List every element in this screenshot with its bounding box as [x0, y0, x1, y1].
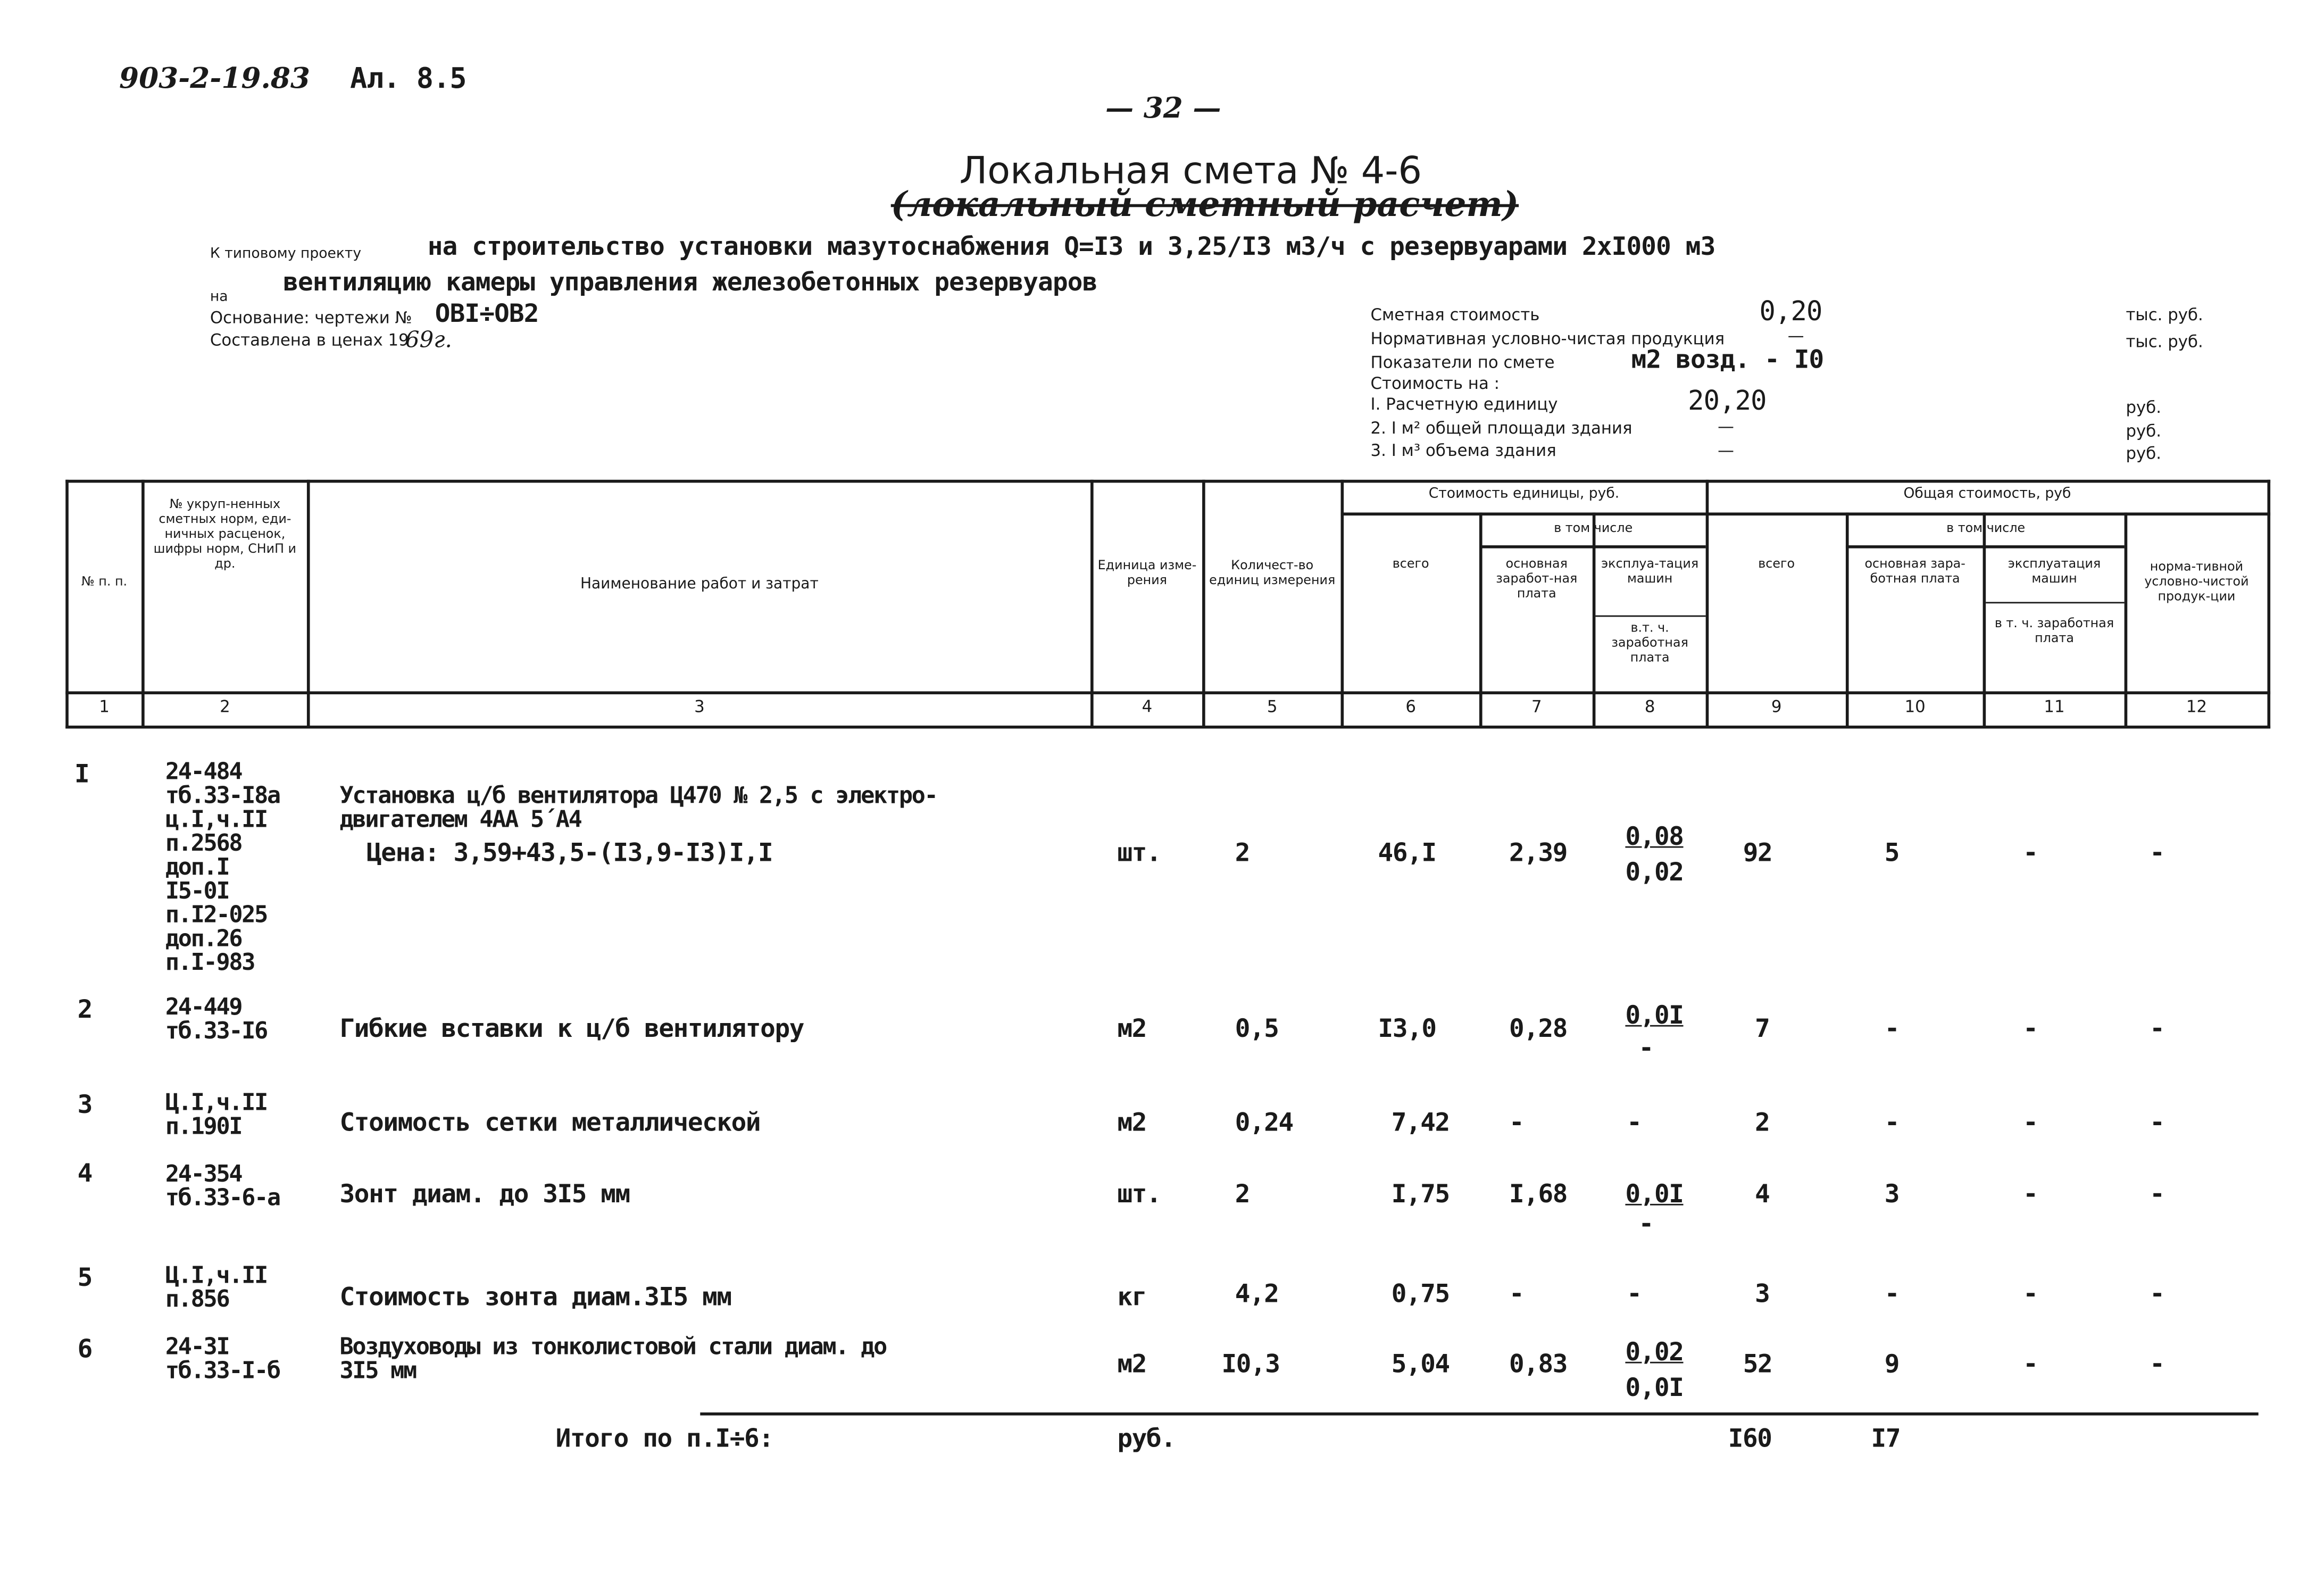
row-unit-total: 46,I — [1378, 838, 1436, 869]
row-unit: м2 — [1117, 1350, 1147, 1380]
page-number: — 32 — — [1105, 92, 1221, 126]
to-project-value: на строительство установки мазутоснабжения Q=I3 и 3,25/I3 м3/ч с резервуарами 2хI000 м3 — [427, 232, 1715, 262]
cost-unit: тыс. руб. — [2126, 305, 2203, 325]
row-total-wage: 9 — [1884, 1350, 1900, 1380]
unit2-unit: руб. — [2126, 421, 2162, 441]
row-unit-total: 7,42 — [1391, 1108, 1450, 1138]
unit2-label: 2. I м² общей площади здания — [1370, 418, 1632, 438]
row-codes: 24-354 тб.33-6-а — [165, 1160, 280, 1211]
row-unit-wage: - — [1509, 1279, 1524, 1310]
row-unit-mach: 0,08 — [1625, 822, 1684, 852]
unit1-unit: руб. — [2126, 397, 2162, 418]
row-norm: - — [2150, 1108, 2164, 1138]
row-total: 2 — [1755, 1108, 1770, 1138]
header-col-codes: № укруп-ненных сметных норм, еди-ничных расценок, шифры норм, СНиП и др. — [153, 497, 297, 572]
row-unit-total: 0,75 — [1391, 1279, 1450, 1310]
row-norm: - — [2150, 1350, 2164, 1380]
row-total: 92 — [1743, 838, 1772, 869]
row-name: Стоимость зонта диам.3I5 мм — [339, 1283, 731, 1313]
basis-value: OBI÷OB2 — [435, 299, 539, 329]
row-unit-total: 5,04 — [1391, 1350, 1450, 1380]
row-unit-mach-wage: - — [1638, 1034, 1653, 1064]
header-total-incl: в том числе — [1946, 521, 2026, 537]
row-codes: 24-3I тб.33-I-б — [165, 1333, 280, 1384]
row-name: Зонт диам. до 3I5 мм — [339, 1180, 630, 1210]
header-unit-all: всего — [1392, 557, 1429, 572]
col-num-7: 7 — [1531, 697, 1542, 717]
document-code: 903-2-19.83 — [119, 62, 310, 96]
row-unit-wage: - — [1509, 1108, 1524, 1138]
row-total: 7 — [1755, 1015, 1770, 1045]
row-codes: 24-484 тб.33-I8а ц.I,ч.II п.2568 доп.I I5-0I п.I2-025 доп.26 п.I-983 — [165, 758, 280, 976]
header-unit-base-wage: основная заработ-ная плата — [1496, 557, 1578, 602]
row-qty: 0,24 — [1235, 1108, 1293, 1138]
on-value: вентиляцию камеры управления железобетонных резервуаров — [283, 268, 1097, 298]
row-total-wage: - — [1884, 1108, 1900, 1138]
col-num-5: 5 — [1267, 697, 1278, 717]
col-num-11: 11 — [2044, 697, 2065, 717]
row-unit: кг — [1117, 1283, 1147, 1313]
row-codes: Ц.I,ч.II п.856 — [165, 1262, 268, 1313]
header-unit-incl: в том числе — [1554, 521, 1633, 537]
row-name: Воздуховоды из тонколистовой стали диам. до 3I5 мм — [339, 1333, 887, 1384]
row-unit: м2 — [1117, 1015, 1147, 1045]
row-name: Гибкие вставки к ц/б вентилятору — [339, 1015, 804, 1045]
row-number: 3 — [77, 1091, 92, 1121]
total-sum: I60 — [1728, 1424, 1772, 1454]
row-qty: 4,2 — [1235, 1279, 1279, 1310]
cost-value: 0,20 — [1759, 296, 1822, 328]
row-unit-mach-wage: 0,0I — [1625, 1374, 1684, 1404]
row-total-wage: - — [1884, 1279, 1900, 1310]
total-label: Итого по п.I÷6: — [555, 1424, 773, 1454]
row-number: I — [74, 760, 89, 790]
total-wage-sum: I7 — [1871, 1424, 1901, 1454]
row-norm: - — [2150, 1279, 2164, 1310]
col-num-9: 9 — [1771, 697, 1782, 717]
header-total-incl-wage: в т. ч. заработная плата — [1994, 617, 2114, 647]
cost-label: Сметная стоимость — [1370, 305, 1540, 325]
row-unit-mach-wage: 0,02 — [1625, 858, 1684, 888]
unit3-value: — — [1718, 440, 1734, 461]
col-num-12: 12 — [2186, 697, 2208, 717]
col-num-2: 2 — [220, 697, 230, 717]
row-unit-total: I,75 — [1391, 1180, 1450, 1210]
row-unit-wage: 0,28 — [1509, 1015, 1568, 1045]
row-norm: - — [2150, 838, 2164, 869]
basis-label: Основание: чертежи № — [210, 308, 412, 328]
unit1-value: 20,20 — [1688, 386, 1767, 418]
row-number: 2 — [77, 995, 92, 1025]
row-total-mach: - — [2023, 838, 2038, 869]
header-unit-machine-op: эксплуа-тация машин — [1601, 557, 1699, 587]
row-number: 6 — [77, 1335, 92, 1365]
row-total-mach: - — [2023, 1350, 2038, 1380]
row-unit-mach-wage: - — [1638, 1210, 1653, 1240]
col-num-6: 6 — [1405, 697, 1416, 717]
row-qty: I0,3 — [1221, 1350, 1280, 1380]
normative-value: — — [1787, 326, 1804, 346]
total-divider — [700, 1412, 2258, 1416]
header-col-number: № п. п. — [81, 575, 128, 591]
col-num-3: 3 — [694, 697, 705, 717]
row-unit-wage: 2,39 — [1509, 838, 1568, 869]
album-number: Ал. 8.5 — [350, 62, 467, 96]
header-total-all: всего — [1758, 557, 1795, 572]
row-total: 4 — [1755, 1180, 1770, 1210]
row-unit-wage: 0,83 — [1509, 1350, 1568, 1380]
row-unit-mach: 0,0I — [1625, 1001, 1684, 1032]
col-num-1: 1 — [99, 697, 110, 717]
to-project-label: К типовому проекту — [210, 246, 362, 262]
row-total-mach: - — [2023, 1180, 2038, 1210]
estimate-subtitle: (локальный сметный расчет) — [890, 185, 1519, 225]
header-col-qty: Количест-во единиц измерения — [1209, 559, 1336, 589]
row-total-mach: - — [2023, 1279, 2038, 1310]
row-name: Установка ц/б вентилятора Ц470 № 2,5 с электро- двигателем 4АА 5´А4 — [339, 782, 937, 833]
header-total-machine-op: эксплуатация машин — [2008, 557, 2101, 587]
row-unit-total: I3,0 — [1378, 1015, 1436, 1045]
header-unit-incl-wage: в.т. ч. заработная плата — [1611, 621, 1688, 666]
header-col-name: Наименование работ и затрат — [580, 576, 819, 593]
unit3-label: 3. I м³ объема здания — [1370, 440, 1556, 461]
header-col-unit: Единица изме-рения — [1097, 559, 1197, 589]
row-codes: Ц.I,ч.II п.190I — [165, 1089, 268, 1140]
total-unit: руб. — [1117, 1424, 1176, 1454]
row-total-wage: 3 — [1884, 1180, 1900, 1210]
row-total-mach: - — [2023, 1015, 2038, 1045]
header-total-base-wage: основная зара-ботная плата — [1864, 557, 1965, 587]
row-unit: м2 — [1117, 1108, 1147, 1138]
indicators-value: м2 возд. - I0 — [1631, 345, 1824, 376]
prices-label: Составлена в ценах 19 — [210, 330, 409, 351]
estimate-title: Локальная смета № 4-6 — [959, 149, 1422, 193]
row-name: Стоимость сетки металлической — [339, 1108, 761, 1138]
header-unit-cost-group: Стоимость единицы, руб. — [1428, 485, 1620, 502]
row-unit-mach: 0,0I — [1625, 1180, 1684, 1210]
normative-unit: тыс. руб. — [2126, 332, 2203, 352]
normative-label: Нормативная условно-чистая продукция — [1370, 329, 1725, 349]
header-total-cost-group: Общая стоимость, руб — [1903, 485, 2071, 502]
row-unit-wage: I,68 — [1509, 1180, 1568, 1210]
row-total-wage: 5 — [1884, 838, 1900, 869]
row-norm: - — [2150, 1015, 2164, 1045]
row-norm: - — [2150, 1180, 2164, 1210]
on-label: на — [210, 289, 228, 306]
row-total: 52 — [1743, 1350, 1772, 1380]
row-total-mach: - — [2023, 1108, 2038, 1138]
col-num-8: 8 — [1644, 697, 1655, 717]
unit3-unit: руб. — [2126, 444, 2162, 463]
row-total-wage: - — [1884, 1015, 1900, 1045]
cost-per-label: Стоимость на : — [1370, 373, 1500, 394]
row-unit-mach: - — [1627, 1279, 1642, 1310]
col-num-4: 4 — [1142, 697, 1153, 717]
indicators-label: Показатели по смете — [1370, 353, 1555, 373]
row-qty: 0,5 — [1235, 1015, 1279, 1045]
prices-year: 69г. — [405, 326, 452, 353]
row-unit: шт. — [1117, 1180, 1161, 1210]
header-normative-net: норма-тивной условно-чистой продук-ции — [2144, 560, 2249, 605]
row-codes: 24-449 тб.33-I6 — [165, 994, 268, 1045]
row-total: 3 — [1755, 1279, 1770, 1310]
row-price-formula: Цена: 3,59+43,5-(I3,9-I3)I,I — [366, 838, 773, 869]
row-unit: шт. — [1117, 838, 1161, 869]
unit1-label: I. Расчетную единицу — [1370, 395, 1558, 414]
row-number: 4 — [77, 1159, 92, 1189]
row-qty: 2 — [1235, 838, 1250, 869]
row-number: 5 — [77, 1263, 92, 1293]
unit2-value: — — [1718, 417, 1734, 437]
row-unit-mach: 0,02 — [1625, 1337, 1684, 1368]
row-qty: 2 — [1235, 1180, 1250, 1210]
col-num-10: 10 — [1904, 697, 1926, 717]
row-unit-mach: - — [1627, 1108, 1642, 1138]
